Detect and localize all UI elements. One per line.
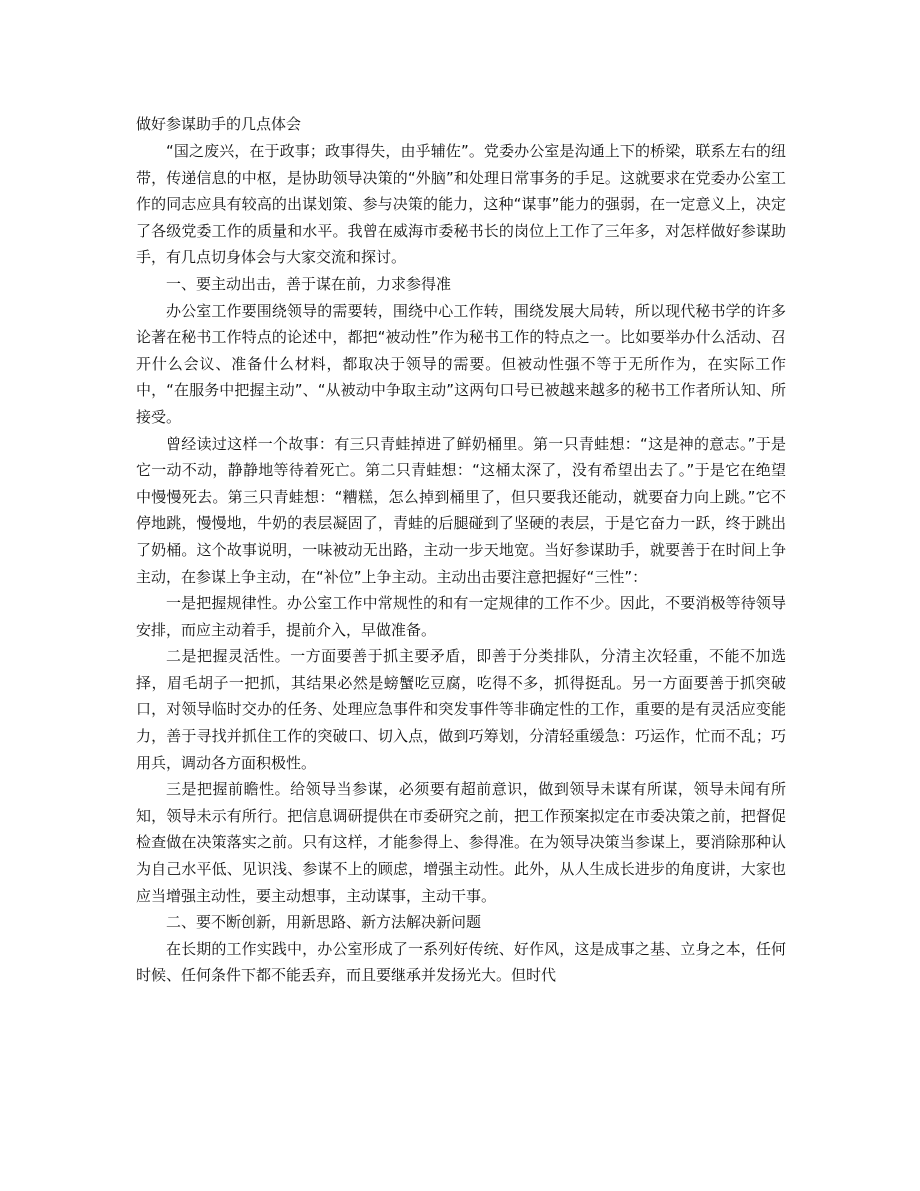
- paragraph-passivity: 办公室工作要围绕领导的需要转，围绕中心工作转，围绕发展大局转，所以现代秘书学的许多论著在秘书工作特点的论述中，都把“被动性”作为秘书工作的特点之一。比如要举办什么活动、召开什么会议、准备什么材料，都取决于领导的需要。但被动性强不等于无所作为，在实际工作中，“在服务中把握主动”、“从被动中争取主动”这两句口号已被越来越多的秘书工作者所认知、所接受。: [136, 301, 786, 426]
- paragraph-flexibility: 二是把握灵活性。一方面要善于抓主要矛盾，即善于分类排队，分清主次轻重，不能不加选择，眉毛胡子一把抓，其结果必然是螃蟹吃豆腐，吃得不多，抓得挺乱。另一方面要善于抓突破口，对领导临时交办的任务、处理应急事件和突发事件等非确定性的工作，重要的是有灵活应变能力，善于寻找并抓住工作的突破口、切入点，做到巧筹划，分清轻重缓急：巧运作，忙而不乱；巧用兵，调动各方面积极性。: [136, 647, 786, 772]
- document-title: 做好参谋助手的几点体会: [136, 115, 302, 133]
- document-page: [136, 113, 786, 989]
- section-heading-1: 一、要主动出击，善于谋在前，力求参得准: [166, 274, 452, 293]
- paragraph-innovation: 在长期的工作实践中，办公室形成了一系列好传统、好作风，这是成事之基、立身之本，任何时候、任何条件下都不能丢弃，而且要继承并发扬光大。但时代: [136, 939, 786, 985]
- paragraph-foresight: 三是把握前瞻性。给领导当参谋，必须要有超前意识，做到领导未谋有所谋，领导未闻有所知，领导未示有所行。把信息调研提供在市委研究之前，把工作预案拟定在市委决策之前，把督促检查做在决策落实之前。只有这样，才能参得上、参得准。在为领导决策当参谋上，要消除那种认为自己水平低、见识浅、参谋不上的顾虑，增强主动性。此外，从人生成长进步的角度讲，大家也应当增强主动性，要主动想事，主动谋事，主动干事。: [136, 780, 786, 905]
- paragraph-regularity: 一是把握规律性。办公室工作中常规性的和有一定规律的工作不少。因此，不要消极等待领导安排，而应主动着手，提前介入，早做准备。: [136, 594, 786, 639]
- paragraph-frog-story: 曾经读过这样一个故事：有三只青蛙掉进了鲜奶桶里。第一只青蛙想：“这是神的意志。”于是它一动不动，静静地等待着死亡。第二只青蛙想：“这桶太深了，没有希望出去了。”于是它在绝望中慢慢死去。第三只青蛙想：“糟糕，怎么掉到桶里了，但只要我还能动，就要奋力向上跳。”它不停地跳，慢慢地，牛奶的表层凝固了，青蛙的后腿碰到了坚硬的表层，于是它奋力一跃，终于跳出了奶桶。这个故事说明，一味被动无出路，主动一步天地宽。当好参谋助手，就要善于在时间上争主动，在参谋上争主动，在“补位”上争主动。主动出击要注意把握好“三性”：: [136, 434, 786, 586]
- paragraph-intro: “国之废兴，在于政事；政事得失，由乎辅佐”。党委办公室是沟通上下的桥梁，联系左右的纽带，传递信息的中枢，是协助领导决策的“外脑”和处理日常事务的手足。这就要求在党委办公室工作的同志应具有较高的出谋划策、参与决策的能力，这种“谋事”能力的强弱，在一定意义上，决定了各级党委工作的质量和水平。我曾在威海市委秘书长的岗位上工作了三年多，对怎样做好参谋助手，有几点切身体会与大家交流和探讨。: [136, 142, 786, 267]
- section-heading-2: 二、要不断创新，用新思路、新方法解决新问题: [166, 913, 482, 932]
